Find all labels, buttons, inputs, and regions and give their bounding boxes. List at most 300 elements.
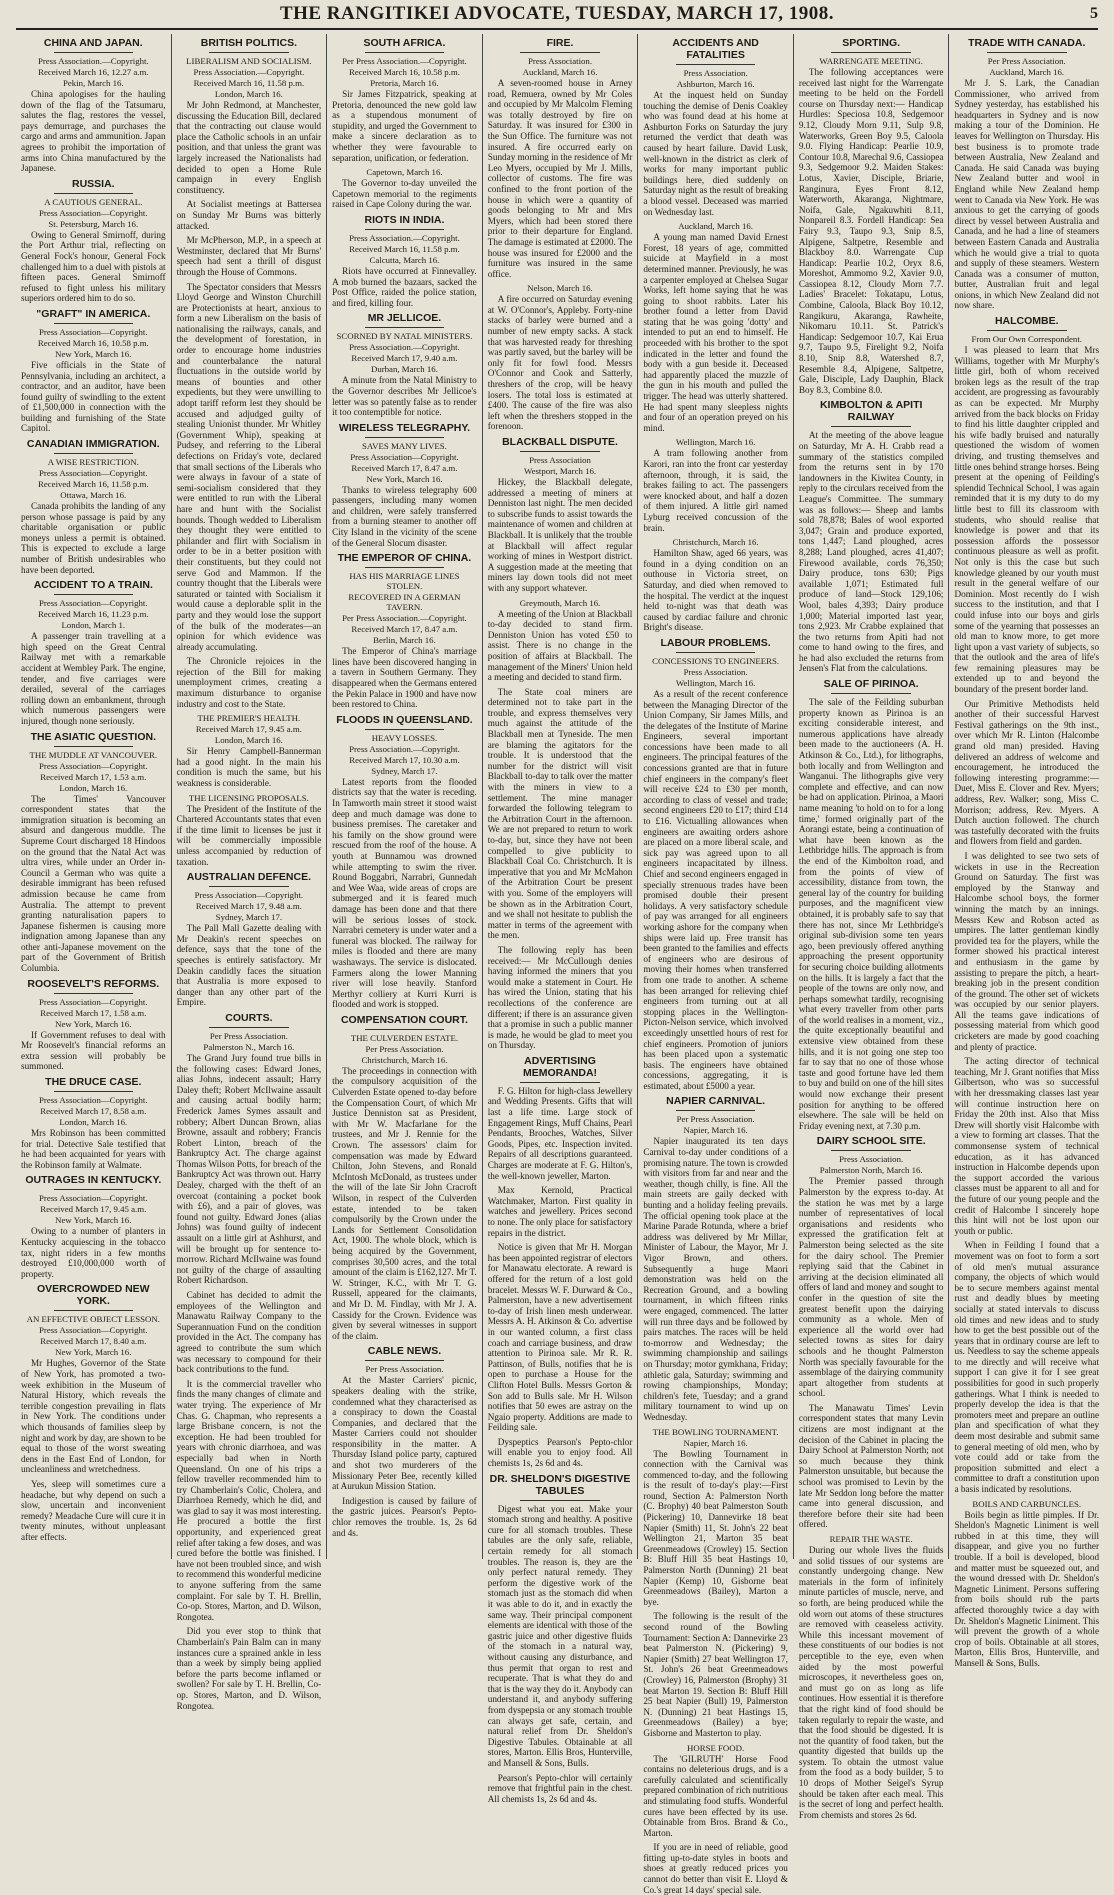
article-headline: RIOTS IN INDIA. bbox=[364, 213, 445, 226]
article-headline: OVERCROWDED NEW YORK. bbox=[36, 1283, 150, 1308]
article-body: Mr Hughes, Governor of the State of New York, has promoted a two-week exhibition in the Museum of Natural History, which reveals the terrible congestion prevailing in flats in New York. The conditions under which thousands of families sleep by night and work by day, are shown to be equal to those of the worst sweating dens in the East End of London, for uncleanliness and wretchedness. bbox=[21, 1358, 166, 1475]
article-dateline: Wellington, March 16. bbox=[675, 437, 756, 448]
article-dateline: LIBERALISM AND SOCIALISM. bbox=[186, 56, 312, 66]
article bbox=[488, 436, 633, 594]
article-dateline: London, March 1. bbox=[61, 620, 126, 631]
article bbox=[177, 1290, 322, 1375]
article bbox=[799, 1403, 944, 1530]
article-dateline: Press Association—Copyright. bbox=[39, 1095, 148, 1106]
article bbox=[332, 552, 477, 710]
article-body: The State coal miners are determined not to take part in the trouble, and express themselves very much against the attitude of the Blackball men at Tyneside. The men are blaming the agitators for the trouble. It is understood that the number for the district will visit Blackball to-day to talk over the matter with the miners in view to a settlement. The mine manager forwarded the following telegram to the Arbitration Court in the afternoon. We are not prepared to return to work to-day, but, since they have not been compelled to give publicity to Blackball Coal Co. Christchurch. It is imperative that you and Mr McMahon of the Arbitration Court be present with you. Some of the employers will be shown as in the Arbitration Court, and we shall not hesitate to publish the matter in terms of the agreement with the men. bbox=[487, 686, 633, 941]
headline-rule bbox=[54, 1310, 134, 1311]
article-body: The following acceptances were received last night for the Warrengate meeting to be held on the Fordell course on Thursday next:— Handicap Hurdles: Speciosa 10.8, Sedgemoor 9.12, Cloudy Morn 9.11, Sulp 9.8, Waterworks, Green Boy 9.5, Caloola 9.0. Flying Handicap: Pearlie 10.9, Contour 10.8, Marechal 9.6, Cassiopea 9.3, Sedgemoor 9.2. Maiden Stakes: Lotus, Xavier, Disciple, Briarie, Ranginura, Eyes Front 8.12, Waterworth, Akaranga, Nightmare, Noifa, Gale, Ngakuwhiti 8.11, Nonpareil 8.3. Fordell Handicap: Sea Fairy 9.3, Taupo 9.3, Snip 8.5, Alpigene, Saltpetre, Resemble and Blackboy 8.0. Warrengate Cup Handicap: Pearlie 10.2, Oryx 8.6, Moreshot, Ammomo 9.2, Xavier 9.0, Cassiopea 8.12, Cloudy Morn 7.7. Ladies' Bracelet: Tokatapu, Lotus, Combine, Caloola, Black Boy 10.12, Rangikuru, Akaranga, Rawheite, Nikomaru 10.11. St. Patrick's Handicap: Sedgemoor 10.7, Kai Erua 9.7, Taupo 9.5, Firelight 9.2, Noifa 8.10, Snip 8.8, Watershed 8.7, Resemble 8.4, Alpigene, Saltpetre, Gale, Disciple, Lady Dauphin, Black Boy 8.3, Combine 8.0. bbox=[798, 67, 944, 395]
article-body: Five officials in the State of Pennsylvania, including an architect, a contractor, and an auditor, have been found guilty of swindling to the extent of £1,500,000 in connection with the building and furnishing of the State Capitol. bbox=[21, 359, 166, 434]
article-dateline: Press Association—Copyright. bbox=[194, 890, 304, 901]
article-dateline: New York, March 16. bbox=[55, 1018, 132, 1029]
article-dateline: Wellington, March 16. bbox=[675, 677, 756, 688]
article bbox=[643, 437, 788, 533]
column-4 bbox=[483, 34, 639, 1804]
headline-rule bbox=[520, 1500, 600, 1501]
headline-rule bbox=[365, 729, 445, 730]
article-dateline: THE LICENSING PROPOSALS. bbox=[188, 792, 309, 803]
headline-rule bbox=[520, 1082, 600, 1083]
article-dateline: New York, March 16. bbox=[366, 473, 443, 484]
article-dateline: Per Press Association. bbox=[987, 56, 1066, 66]
article-dateline: Press Association.—Copyright. bbox=[349, 232, 460, 243]
article bbox=[799, 1135, 944, 1398]
article bbox=[332, 214, 477, 308]
article-headline: RUSSIA. bbox=[71, 177, 115, 190]
article-dateline: Received March 17, 10.30 a.m. bbox=[349, 754, 460, 765]
article bbox=[799, 37, 944, 395]
article-dateline: A CAUTIOUS GENERAL. bbox=[44, 196, 143, 207]
article-dateline: THE MUDDLE AT VANCOUVER. bbox=[29, 749, 158, 760]
article bbox=[643, 1743, 788, 1839]
article bbox=[799, 399, 944, 674]
headline-rule bbox=[209, 1027, 289, 1028]
headline-rule bbox=[520, 451, 600, 452]
article-dateline: Auckland, March 16. bbox=[678, 221, 753, 232]
columns-container bbox=[16, 34, 1104, 1895]
article bbox=[21, 1479, 166, 1543]
article-headline: CABLE NEWS. bbox=[367, 1345, 442, 1358]
article bbox=[177, 282, 322, 653]
article-body: Pearson's Pepto-chlor will certainly remove that frightful pain in the chest. All chemists 1s, 2s 6d and 4s. bbox=[487, 1772, 633, 1804]
article-headline: AUSTRALIAN DEFENCE. bbox=[186, 871, 311, 884]
article-body: Did you ever stop to think that Chamberlain's Pain Balm can in many instances cure a sprained ankle in less than a week by simply being applied before the parts become inflamed or swollen? For sale by T. H. Brellin, Co-op. Stores, Marton, and D. Wilson, Rongotea. bbox=[176, 1626, 322, 1711]
article bbox=[954, 315, 1099, 695]
article-headline: ACCIDENT TO A TRAIN. bbox=[33, 579, 153, 592]
article bbox=[177, 235, 322, 277]
article-dateline: Press Association—Copyright. bbox=[39, 326, 148, 337]
article-dateline: Received March 17, 8.40 a.m. bbox=[40, 1336, 147, 1347]
article-dateline: Christchurch, March 16. bbox=[361, 1054, 448, 1065]
article-dateline: Berlin, March 16. bbox=[373, 635, 436, 646]
article bbox=[488, 598, 633, 683]
article bbox=[177, 656, 322, 709]
headline-rule bbox=[54, 52, 134, 53]
article-dateline: Received March 16, 10.58 p.m. bbox=[348, 67, 460, 77]
article-dateline: Received March 16, 11.58 p.m. bbox=[37, 479, 149, 490]
headline-rule bbox=[54, 993, 134, 994]
article-dateline: Westport, March 16. bbox=[523, 466, 597, 476]
article bbox=[488, 1242, 633, 1433]
article-body: A seven-roomed house in Arney road, Remuera, owned by Mr Coles and occupied by Mr Malcolm Fleming was totally destroyed by fire on Saturday. It was insured for £300 in the Sun Office. The furniture was not insured. A fire occurred early on Sunday morning in the residence of Mr Leo Myers, occupied by Mr J. Mills, collector of customs. The fire was confined to the front portion of the house in which were a quantity of goods belonging to Mr and Mrs Myers, which had been stored there prior to their departure for England. The damage is estimated at £2000. The house was insured for £2000 and the furniture was insured in the same office. bbox=[487, 78, 633, 279]
article-body: A young man named David Ernest Forest, 18 years of age, committed suicide at Mayfield in a most determined manner. Previously, he was a carpenter employed at Chelsea Sugar Works, left home saying that he was going to shoot rabbits. Later his brother found a letter from David stating that he was going 'dotty' and intended to put an end to himself. He proceeded with his brother to the spot indicated in the letter and found the body with a gun beside it. Deceased had apparently placed the muzzle of the gun in his mouth and pulled the trigger. The head was utterly shattered. He had spent many sleepless nights and four of an operation preyed on his mind. bbox=[643, 232, 788, 433]
article-body: The Chronicle rejoices in the rejection of the Bill for making unemployment crimes, creating a maximum disturbance to organise industry and cost to the State. bbox=[176, 656, 322, 709]
article bbox=[954, 851, 1099, 1052]
article-dateline: Press Association—Copyright. bbox=[39, 1193, 148, 1204]
article-headline: LABOUR PROBLEMS. bbox=[660, 636, 771, 649]
article-headline: TRADE WITH CANADA. bbox=[968, 37, 1086, 49]
article-dateline: Received March 17, 8.47 a.m. bbox=[351, 462, 458, 473]
article-dateline: Greymouth, March 16. bbox=[519, 597, 601, 608]
article-dateline: Press Association. bbox=[839, 1154, 904, 1165]
headline-rule bbox=[831, 693, 911, 694]
article-headline: WIRELESS TELEGRAPHY. bbox=[338, 421, 471, 434]
article bbox=[643, 637, 788, 1092]
article-body: The following is the result of the second round of the Bowling Tournament: Section A: Dannevirke 23 beat Palmerston N. (Pickering) 9, Napier (Smith) 27 beat Wellington 17, St. John's 26 beat Greenmeadows (Crowley) 16, Palmerston (Brophy) 31 beat Marton 19. Section B: Bluff Hill 25 beat Napier (Bull) 19, Palmerston N. (Dunning) 21 beat Hastings 15, Greenmeadows (Bailey) a bye; Gisborne and Masterton to play. bbox=[643, 1611, 788, 1738]
article-body: If you are in need of reliable, good fitting up-to-date styles in boots and shoes at greatly reduced prices you cannot do better than visit E. Lloyd & Co.'s great 14 days' special sale. bbox=[643, 1842, 788, 1895]
headline-rule bbox=[54, 323, 134, 324]
article bbox=[332, 312, 477, 417]
article-body: Canada prohibits the landing of any person whose passage is paid by any charitable organisation or public moneys unless a permit is obtained. This is expected to exclude a large number of British undesirables who have been deported. bbox=[21, 501, 166, 575]
article-body: At the Master Carriers' picnic, speakers dealing with the strike, condemned what they characterised as a conspiracy to down the Coastal Companies, and declared that the Master Carriers could not shoulder responsibility in the matter. A Thursday Island police party, captured and shot two murderers of the Missionary Peter Bee, recently killed at Aurukun Mission Station. bbox=[332, 1375, 477, 1492]
article-dateline: Palmerston N., March 16. bbox=[203, 1041, 295, 1052]
article-body: When in Feilding I found that a movement was on foot to form a sort of old men's mutual assurance company, the objects of which would be to secure members against mental rust and deadly blues by meeting socially at stated intervals to discuss old times and new ideas and to study how to get the best possible out of the years that in ordinary course are left to us. Needless to say the scheme appeals to me directly and will receive what support I can give it for I see great possibilities for good in such properly gatherings. What I think is needed to properly develop the idea is that the promoters meet and prepare an outline plan and specification of what they deem most desirable and submit same to general meeting of old men, who by vote could add or take from the proposition submitted and elect a committee to draft a constitution upon a basis indicated by resolutions. bbox=[954, 1240, 1100, 1494]
article bbox=[643, 221, 788, 433]
article-body: Owing to General Smirnoff, during the Port Arthur trial, reflecting on General Fock's honour, General Fock challenged him to a duel with pistols at fifteen paces. General Smirnoff refused to fight unless his military superiors ordered him to do so. bbox=[21, 229, 166, 304]
article-body: As a result of the recent conference between the Managing Director of the Union Company, Sir James Mills, and the delegates of the Institute of Marine Engineers, several important concessions have been made to all engineers. The principal features of the concessions granted are that in future chief engineers in the company's fleet will receive £24 to £30 per month, according to class of vessel and trade; second engineers £20 to £17; third £14 to £16. Victualling allowances when engineers are awaiting orders ashore are placed on a more liberal scale, and sick pay was agreed upon to all engineers incapacitated by illness. Chief and second engineers engaged in specially strenuous trades have been promised double their present holidays. A very satisfactory schedule of pay was arranged for all engineers working ashore for the company when ships were laid up. Free transit has been granted to the families and effects of engineers who are desirous of moving their homes when transferred from one trade to another. A scheme has been arranged for relieving chief engineers from turning out at all stopping places in the Wellington-Picton-Nelson service, which involved exceedingly unsettled hours of rest for chief engineers. Promotion of juniors has been placed upon a systematic basis. The engineers have obtained concessions, aggregating, it is estimated, about £5000 a year. bbox=[643, 688, 788, 1091]
article-headline: OUTRAGES IN KENTUCKY. bbox=[25, 1174, 162, 1187]
article-dateline: London, March 16. bbox=[59, 782, 128, 793]
article-headline: KIMBOLTON & APITI RAILWAY bbox=[819, 399, 923, 424]
article bbox=[21, 579, 166, 726]
article-dateline: Napier, March 16. bbox=[683, 1437, 748, 1448]
article bbox=[21, 1174, 166, 1279]
article bbox=[488, 687, 633, 941]
article-dateline: Received March 17, 9.45 a.m. bbox=[195, 724, 302, 735]
article-body: A passenger train travelling at a high speed on the Great Central Railway met with a remarkable accident at Wembley Park. The engine, tender, and five carriages were derailed, several of the carriages rolling down an embankment, through which numerous passengers were injured, though none seriously. bbox=[21, 631, 166, 726]
article-body: Our Primitive Methodists held another of their successful Harvest Festival gatherings on the 9th inst., over which Mr R. Linton (Halcombe grand old man) presided. Having delivered an address of welcome and encouragement, he introduced the following interesting programme:— Duet, Miss E. Clover and Rev. Myers; address, Rev. Walker; song, Miss C. Morrison; address, Rev. Myers. A Dutch auction followed. The church was tastefully decorated with the fruits and flowers from field and garden. bbox=[954, 698, 1100, 847]
headline-rule bbox=[209, 886, 289, 887]
article-headline: THE DRUCE CASE. bbox=[45, 1076, 142, 1089]
article-body: During our whole lives the fluids and solid tissues of our systems are constantly undergoing change. New materials in the form of infinitely minute particles of muscle, nerve, and so forth, are being produced while the old worn out atoms of these structures are removed with ceaseless activity. While this incessant movement of these constituents of our bodies is not perceptible to the eye, even when aided by the most powerful microscopes, it nevertheless goes on, and must go on as long as life continues. How essential it is therefore that the right kind of food should be taken regularly to repair the waste, and that the food should be digested. It is not the quantity of food taken, but the quantity digested that builds up the system. To obtain the utmost value from the food as a body builder, 5 to 10 drops of Mother Seigel's Syrup should be taken after each meal. This is the secret of long and perfect health. From chemists and stores 2s 6d. bbox=[798, 1545, 944, 1820]
article bbox=[332, 167, 477, 210]
article-dateline: Auckland, March 16. bbox=[989, 67, 1065, 77]
article-dateline: THE BOWLING TOURNAMENT. bbox=[652, 1426, 779, 1437]
article-body: The Bowling Tournament in connection with the Carnival was commenced to-day, and the following is the result of to-day's play:—First round, Section A: Palmerston North (C. Brophy) 40 beat Palmerston South (Pickering) 10, Dannevirke 18 beat Napier (Smith) 11, St. John's 22 beat Wellington 21, Marton 35 beat Greenmeadows (Crowley) 15. Section B: Bluff Hill 35 beat Hastings 10, Palmerston North (Dunning) 21 beat Napier (Kemp) 10, Gisborne beat Greenmeadows (Bailey), Marton a bye. bbox=[643, 1448, 788, 1607]
article-dateline: Ashburton, March 16. bbox=[676, 79, 755, 89]
article-dateline: Per Press Association.—Copyright. bbox=[342, 56, 467, 66]
article-dateline: Received March 16, 11.23 p.m. bbox=[37, 609, 149, 620]
article-body: The Pall Mall Gazette dealing with Mr Deakin's recent speeches on defence, says that the tone of the speeches is entirely satisfactory. Mr Deakin candidly faces the situation that Australia is more exposed to danger than any other part of the Empire. bbox=[176, 923, 322, 1008]
article-headline: DR. SHELDON'S DIGESTIVE TABULES bbox=[489, 1472, 631, 1497]
article-dateline: Received March 16, 11.58 p.m. bbox=[349, 243, 460, 254]
article-dateline: SAVES MANY LIVES. bbox=[362, 440, 447, 451]
headline-rule bbox=[831, 1150, 911, 1151]
headline-rule bbox=[365, 437, 445, 438]
article bbox=[332, 422, 477, 549]
article-headline: THE ASIATIC QUESTION. bbox=[30, 730, 156, 743]
article-dateline: Per Press Association. bbox=[676, 1114, 755, 1125]
article-dateline: SCORNED BY NATAL MINISTERS. bbox=[336, 331, 473, 342]
article bbox=[332, 1014, 477, 1341]
article-dateline: Press Association—Copyright. bbox=[39, 1325, 148, 1336]
article-body: The following reply has been received:— Mr McCullough denies having informed the miners that you would make a statement in Court. He has wired the Union, stating that his recollections of the conference are different; if there is an assurance given that a promise in such a public manner is made, he would be glad to meet you on Thursday. bbox=[487, 944, 633, 1051]
article bbox=[954, 1056, 1099, 1236]
article-dateline: St. Petersburg, March 16. bbox=[48, 218, 139, 229]
headline-rule bbox=[676, 652, 756, 653]
article bbox=[954, 37, 1099, 311]
article-dateline: London, March 16. bbox=[214, 735, 283, 746]
article-body: The Grand Jury found true bills in the following cases: Edward Jones, alias Johns, indecent assault; Harry Daley theft; Robert McIlwaine assault and causing actual bodily harm; Frederick James Symes assault and robbery; Albert Duncan Brown, alias Browne, assault and robbery; Francis Robert Linton, breach of the Bankruptcy Act. The charge against Thomas Wilson Potts, for breach of the Bankruptcy Act was thrown out. Harry Dealey, charged with the theft of an overcoat (containing a pocket book with £6), and a pair of gloves, was found not guilty. Edward Jones (alias Johns) was found guilty of indecent assault on a little girl at Ashhurst, and will be brought up for sentence to-morrow. Richard McIlwaine was found not guilty of the charge of assaulting Robert Richardson. bbox=[176, 1052, 322, 1286]
article-body: It is the commercial traveller who finds the many changes of climate and water trying. The experience of Mr Chas. G. Chapman, who represents a large Brisbane concern, is not the exception. He had been troubled for years with chronic diarrhoea, and was especially bad when in North Queensland. On one of his trips a fellow traveller recommended him to try Chamberlain's Colic, Cholera, and Diarrhoea Remedy, which he did, and was glad to say it was most interesting. He procured a bottle the first opportunity, and experienced great relief after taking a few doses, and was cured before the bottle was finished. I have not been troubled since, and wish to recommend this wonderful medicine to anyone suffering from the same complaint. For sale by T. H. Brellin, Co-op. Stores, Marton, and D. Wilson, Rongotea. bbox=[176, 1378, 322, 1622]
article-headline: BLACKBALL DISPUTE. bbox=[502, 436, 618, 448]
article bbox=[954, 699, 1099, 847]
headline-rule bbox=[676, 1110, 756, 1111]
article-body: The 'GILRUTH' Horse Food contains no deleterious drugs, and is a carefully calculated and scientifically prepared combination of rich nutritious and stimulating food stuffs. Wonderful cures have been effected by its use. Obtainable from Bros. Brand & Co., Marton. bbox=[643, 1753, 788, 1838]
article-dateline: Received March 17, 8.58 a.m. bbox=[40, 1106, 147, 1117]
article-body: The sale of the Feilding suburban property known as Pirinoa is an exciting considerable interest, and numerous applications have already been made to the auctioneers (A. H. Atkinson & Co., Ltd.), for lithographs, both locally and from Wellington and Wanganui. The lithographs give very complete and effective, and can now be had on application. Pirinoa, a Maori name meaning 'to hold on to for a long time,' formed originally part of the Aorangi estate, being a continuation of what have been known as the Lethbridge hills. The approach is from the end of the Kimbolton road, and from the points of view of accessibility, distance from town, the general lay of the country for building purposes, and the magnificent view obtained, it is probably safe to say that there has not, since Mr Lethbridge's original sub-division some ten years ago, been previously offered anything approaching the present opportunity for securing choice building allotments on the hills. It is largely a fact that the people of the towns are only now, and perhaps somewhat tardily, recognising what every traveller from other parts of the world realises in a moment, viz., the quite exceptionally beautiful and extensive view obtained from these hills, and it is not going one step too far to say that no one of those whose taste and good fortune have led them to buy and build on one of the hill sites would now exchange their present position for anything to be offered elsewhere. The sale will be held on Friday evening next, at 7.30 p.m. bbox=[798, 697, 944, 1131]
article-dateline: Received March 17, 1.58 a.m. bbox=[40, 1007, 147, 1018]
article-dateline: London, March 16. bbox=[214, 89, 283, 99]
column-1 bbox=[16, 34, 172, 1559]
article-headline: SOUTH AFRICA. bbox=[363, 37, 446, 49]
article-dateline: Per Press Association. bbox=[365, 1364, 444, 1375]
article-dateline: Pretoria, March 16. bbox=[370, 78, 439, 88]
article bbox=[643, 1095, 788, 1422]
article-body: A meeting of the Union at Blackball to-day decided to stand firm. Denniston Union has voted £50 to assist. There is no change in the position of affairs at Blackball. The management of the Miners' Union held a meeting and decided to stand firm. bbox=[487, 608, 633, 683]
article bbox=[643, 1427, 788, 1608]
article bbox=[643, 1611, 788, 1738]
article bbox=[177, 199, 322, 231]
article bbox=[21, 978, 166, 1072]
article-body: The Manawatu Times' Levin correspondent states that many Levin citizens are most indignant at the decision of the Cabinet in placing the Dairy School at Palmerston North; not so much because they think Palmerston unsuitable, but because the school was promised to Levin by the late Mr Seddon long before the matter came into general discussion, and therefore before their site had been offered. bbox=[798, 1402, 944, 1530]
article-headline: SALE OF PIRINOA. bbox=[823, 678, 919, 691]
article-dateline: Press Association. bbox=[528, 56, 593, 66]
headline-rule bbox=[987, 330, 1067, 331]
article-body: Cabinet has decided to admit the employees of the Wellington and Manawatu Railway Company to the Superannuation Fund on the condition provided in the Act. The company has agreed to contribute the sum which was necessary to compound for their back contributions to the fund. bbox=[176, 1290, 322, 1375]
article-body: Max Kernold, Practical Watchmaker, Marton. First quality in watches and jewellery. Prices second to none. The only place for satisfactory repairs in the district. bbox=[487, 1185, 633, 1238]
article-body: Notice is given that Mr H. Morgan has been appointed registrar of electors for Manawatu electorate. A reward is offered for the return of a lost gold bracelet. Messrs W. F. Durward & Co., Palmerston, have a new advertisement to-day of Irish linen mesh underwear. Messrs A. H. Atkinson & Co. advertise in our wanted column, a first class coach and carriage business, and draw attention to Pirinoa sale. Mr R. R. Pattinson, of Bulls, notifies that he is open to purchase a House for the Clifton Hotel Bulls. Messrs Gorton & Son add to Bulls sale. Mr H. Wilson notifies that 50 ewes are astray on the Ngaio property. Additions are made to Feilding sale. bbox=[487, 1242, 633, 1433]
page-number: 5 bbox=[1090, 5, 1098, 22]
headline-rule bbox=[54, 453, 134, 454]
column-6 bbox=[794, 34, 950, 1820]
article bbox=[21, 438, 166, 575]
article-body: Mr John Redmond, at Manchester, discussing the Education Bill, declared that the contracting out clause would place the Catholic schools in an unfair position, and that unless the grant was largely increased the Nationalists had decided to open a Home Rule campaign in every English constituency. bbox=[176, 100, 322, 195]
article-dateline: Napier, March 16. bbox=[683, 1125, 748, 1136]
article-dateline: From Our Own Correspondent. bbox=[971, 334, 1082, 345]
article-dateline: Capetown, March 16. bbox=[366, 167, 443, 178]
article-dateline: Auckland, March 16. bbox=[522, 67, 598, 77]
article-dateline: London, March 16. bbox=[59, 1117, 128, 1128]
article-body: Riots have occurred at Finnevalley. A mob burned the bazaars, sacked the Post Office, raided the police station, and fired, killing four. bbox=[332, 265, 477, 308]
article bbox=[177, 37, 322, 195]
article bbox=[643, 537, 788, 633]
article bbox=[177, 793, 322, 868]
column-7 bbox=[949, 34, 1104, 1668]
article-dateline: Christchurch, March 16. bbox=[672, 537, 759, 548]
article-body: The President of the Institute of the Chartered Accountants states that even if the time limit to licenses be just it will be commercially impossible unless accompanied by reduction of taxation. bbox=[176, 803, 322, 867]
column-3 bbox=[327, 34, 483, 1559]
article-body: The Emperor of China's marriage lines have been discovered hanging in a tavern in Southern Germany. They disappeared when the Germans entered the Pekin Palace in 1900 and have now been restored to China. bbox=[332, 646, 477, 710]
headline-rule bbox=[54, 193, 134, 194]
article bbox=[177, 1012, 322, 1286]
article-dateline: HEAVY LOSSES. bbox=[371, 732, 438, 743]
article-dateline: HAS HIS MARRIAGE LINES STOLEN. bbox=[349, 571, 460, 592]
article-body: Dyspeptics Pearson's Pepto-chlor will enable you to enjoy food. All chemists 1s, 2s 6d and 4s. bbox=[487, 1436, 633, 1469]
headline-rule bbox=[987, 52, 1067, 53]
headline-rule bbox=[831, 52, 911, 53]
article bbox=[177, 1626, 322, 1711]
article-dateline: Press Association.—Copyright. bbox=[193, 67, 305, 77]
article bbox=[177, 713, 322, 788]
article-headline: DAIRY SCHOOL SITE. bbox=[816, 1135, 926, 1148]
article bbox=[332, 1345, 477, 1492]
article-dateline: Per Press Association. bbox=[365, 1043, 444, 1054]
article-headline: ROOSEVELT'S REFORMS. bbox=[27, 977, 160, 990]
article-dateline: New York, March 16. bbox=[55, 1347, 132, 1358]
article-headline: HALCOMBE. bbox=[994, 315, 1059, 328]
article-dateline: Durban, March 16. bbox=[370, 364, 438, 375]
article-dateline: Press Association—Copyright. bbox=[39, 996, 148, 1007]
article-headline: THE EMPEROR OF CHINA. bbox=[337, 552, 472, 565]
headline-rule bbox=[54, 746, 134, 747]
article-body: The Governor to-day unveiled the Capetown memorial to the regiments raised in Cape Colony during the war. bbox=[332, 178, 477, 210]
article-dateline: Press Association. bbox=[683, 68, 748, 78]
article-body: A tram following another from Karori, ran into the front car yesterday afternoon, through, it is said, the brakes failing to act. The passengers were knocked about, and half a dozen of them injured. A little girl named Lyburg received concussion of the brain. bbox=[643, 448, 788, 533]
article-body: The Spectator considers that Messrs Lloyd George and Winston Churchill are Protectionists at heart, anxious to form a new Liberalism on the basis of nationalising the railways, canals, and the development of forestation, in order to encourage home industries and counterbalance the natural fluctuations in the outside world by means of bounties and other expedients, but they were unwilling to adopt tariff reform lest they should be accused and adjudged guilty of stealing Unionist thunder. Mr Whitley (Government Whip), speaking at Pudsey, and referring to the Liberal defections on Friday's vote, declared that small sections of the Liberals who were always in favour of a state of semi-socialism considered that they were entitled to run with the Liberal hare and hunt with the Socialist hounds. Though wedded to Liberalism they thought they were entitled to philander and flirt with Socialism in order to be in a better position with their constituents, but they could not serve God and Mammon. If the country thought that the Liberals were saturated or tainted with Socialism it would cause a deplorable split in the party and they would lose the support of the bulk of the moderates—an opinion for which evidence was already accumulating. bbox=[176, 281, 322, 652]
article-dateline: REPAIR THE WASTE. bbox=[829, 1534, 913, 1544]
article-body: The proceedings in connection with the compulsory acquisition of the Culverden Estate opened to-day before the Compensation Court, of which Mr Justice Denniston sat as President, with Mr W. Macfarlane for the trustees, and Mr J. Rennie for the Crown. The assessors' claim for compensation was made by Edward Chilton, John Stevens, and Ronald McIntosh McDonald, as trustees under the will of the late Sir John Cracroft Wilson, in respect of the Culverden estate, intended to be taken compulsorily by the Crown under the Lands for Settlement Consolidation Act, 1900. The whole block, which is being acquired by the Government, comprises 30,500 acres, and the total amount of the claim is £162,127. Mr T. W. Stringer, K.C., with Mr T. G. Russell, appeared for the claimants, and Mr D. M. Findlay, with Mr J. A. Cassidy for the Crown. Evidence was given by several witnesses in support of the claim. bbox=[332, 1065, 477, 1341]
article-dateline: Press Association—Copyright. bbox=[39, 598, 148, 609]
headline-rule bbox=[365, 52, 445, 53]
article-dateline: CONCESSIONS TO ENGINEERS. bbox=[652, 655, 780, 666]
article bbox=[488, 945, 633, 1051]
headline-rule bbox=[520, 52, 600, 53]
article-headline: CHINA AND JAPAN. bbox=[43, 37, 143, 49]
article-body: If Government refuses to deal with Mr Roosevelt's financial reforms an extra session will probably be summoned. bbox=[21, 1029, 166, 1072]
article-headline: FLOODS IN QUEENSLAND. bbox=[336, 713, 473, 726]
headline-rule bbox=[54, 1091, 134, 1092]
article-dateline: Nelson, March 16. bbox=[527, 283, 593, 294]
headline-rule bbox=[365, 1360, 445, 1361]
article-dateline: Received March 17, 9.40 a.m. bbox=[351, 353, 458, 364]
article-dateline: Press Association—Copyright. bbox=[39, 207, 148, 218]
article-body: At the meeting of the above league on Saturday, Mr A. H. Crabb read a summary of the statistics compiled from the returns sent in by 170 landowners in the Kiwitea County, in reply to the circulars received from the League's Committee. The summary was as follows:— Sheep and lambs sold 78,878; Bales of wool exported 3,047; Grain and produce exported, tons 1,447; Land ploughed, acres 8,288; Land ploughed, acres 41,407; Firewood available, cords 76,350; Dairy produce, tons 630; Pigs available 1,071; Estimated full produce of land—Stock 129,106; Wool, bales 4,393; Dairy produce 1,000; Material imported last year, tons 2,923. Mr Crabbe explained that the two returns from Apiti had not come to hand owing to the fires, and he had also excluded the returns from Jensen's Flat from the calculations. bbox=[798, 430, 944, 674]
article-body: Yes, sleep will sometimes cure a headache, but why depend on such a slow, uncertain and inconvenient remedy? Meadache Cure will cure it in twenty minutes, without unpleasant after effects. bbox=[21, 1478, 166, 1542]
article-headline: ADVERTISING MEMORANDA! bbox=[522, 1054, 598, 1079]
article-dateline: Press Association—Copyright. bbox=[350, 451, 459, 462]
article-body: Hamilton Shaw, aged 66 years, was found in a dying condition on an outhouse in Victoria street, on Saturday, and died when removed to the hospital. The verdict at the inquest held to-night was that death was caused by cardiac failure and chronic Bright's disease. bbox=[643, 548, 788, 633]
article-body: Latest reports from the flooded districts say that the water is receding. In Tamworth main street it stood waist deep and much damage was done to business premises. The caretaker and his family on the show ground were rescued from the roof of the house. A youth at Bunnamou was drowned while attempting to swim the river. Round Boggabri, Narrabri, Gunnedah and Wee Waa, wide areas of crops are submerged and it is feared much damage has been done and that there will be serious losses of stock. Narrabri cemetery is under water and a funeral was blocked. The railway for miles is flooded and there are many washaways. The service is dislocated. Farmers along the lower Manning river will lose heavily. Stanford Merthyr colliery at Kurri Kurri is flooded and work is stopped. bbox=[332, 776, 477, 1010]
masthead bbox=[16, 0, 1098, 30]
article bbox=[488, 1437, 633, 1469]
headline-rule bbox=[365, 567, 445, 568]
article bbox=[332, 714, 477, 1010]
article-dateline: Press Association bbox=[529, 455, 591, 465]
article-dateline: Sydney, March 17. bbox=[371, 765, 438, 776]
article-body: Sir James Fitzpatrick, speaking at Pretoria, denounced the new gold law as a stupendous monument of stupidity, and urged the Government to make a sincere declaration as to whether they were favourable to separation, unification, or federation. bbox=[332, 89, 477, 163]
article bbox=[954, 1240, 1099, 1494]
article-headline: COMPENSATION COURT. bbox=[340, 1013, 468, 1026]
article-dateline: Received March 16, 11.58 p.m. bbox=[193, 78, 305, 88]
article-dateline: Received March 17, 9.45 a.m. bbox=[40, 1204, 147, 1215]
article bbox=[21, 37, 166, 174]
article-dateline: RECOVERED IN A GERMAN TAVERN. bbox=[348, 592, 461, 613]
article-dateline: Palmerston North, March 16. bbox=[819, 1165, 923, 1176]
article-headline: "GRAFT" IN AMERICA. bbox=[36, 307, 151, 320]
article-body: A minute from the Natal Ministry to the Governor describes Mr Jellicoe's letter was so patently false as to render it too contemptible for notice. bbox=[332, 375, 477, 418]
column-2 bbox=[172, 34, 328, 1711]
article-body: Owing to a number of planters in Kentucky acquiescing in the tobacco tax, night riders in a few months destroyed £10,000,000 worth of property. bbox=[21, 1226, 166, 1279]
article-dateline: Press Association.—Copyright. bbox=[349, 342, 460, 353]
article bbox=[21, 1283, 166, 1475]
article-dateline: A WISE RESTRICTION. bbox=[47, 457, 139, 468]
article-body: F. G. Hilton for high-class Jewellery and Wedding Presents. Gifts that will last a life time. Large stock of Engagement Rings, Muff Chains, Pearl Pendants, Brooches, Watches, Silver Goods, Pipes, etc. Inspection invited. Repairs of all descriptions guaranteed. Charges are moderate at F. G. Hilton's, the well-known jeweller, Marton. bbox=[487, 1085, 633, 1181]
article-dateline: Received March 17, 1.53 a.m. bbox=[40, 771, 147, 782]
article-headline: MR JELLICOE. bbox=[367, 312, 442, 325]
article bbox=[799, 678, 944, 1131]
article bbox=[21, 731, 166, 974]
article bbox=[488, 1473, 633, 1769]
article bbox=[799, 1534, 944, 1820]
article-body: The acting director of technical teaching, Mr J. Grant notifies that Miss Gilbertson, who was so successful with her dressmaking classes last year will continue instruction here on Friday the 20th inst. Also that Miss Drew will shortly visit Halcombe with a view to forming art classes. That the commonsense system of technical education, as it has advanced instruction in Halcombe depends upon the support accorded the various classes must be apparent to all and for the future of our young people and the credit of Halcombe I sincerely hope this hint will not be lost upon our youth or public. bbox=[954, 1056, 1100, 1236]
headline-rule bbox=[54, 594, 134, 595]
article-dateline: Press Association.—Copyright. bbox=[349, 743, 460, 754]
article-headline: SPORTING. bbox=[842, 37, 901, 49]
article-body: Mr McPherson, M.P., in a speech at Westminster, declared that Mr Burns' speech had sent a thrill of disgust through the House of Commons. bbox=[176, 235, 322, 277]
article-body: I was pleased to learn that Mrs Williams, together with Mr Murphy's little girl, both of whom received broken legs as the result of the trap accident, are progressing as favourably as can be expected. Mr Murphy arrived from the back blocks on Friday to find his little daughter crippled and his wife badly bruised and naturally questioned the wisdom of women driving, and trusting themselves and little ones behind strange horses. Being present at the opening of Feilding's splendid Technical School, I was again reminded that it is my duty to do my little best to fill its classroom with students, who should realise that knowledge is power and that its possession affords the possessor continuous pleasure as well as profit. Not only is this the case but such knowledge gleaned by our youth must result in the general welfare of our Dominion. Most recently do I wish success to the institution, and that I could infuse into our boys and girls some of the yearning that possesses an old man to know more, to get more light upon a vast variety of subjects, so that the outlook and the area of life's few remaining pleasures may be extended up to and beyond the boundary of the present border land. bbox=[954, 345, 1100, 695]
article-headline: NAPIER CARNIVAL. bbox=[666, 1095, 766, 1108]
article bbox=[488, 283, 633, 432]
headline-rule bbox=[365, 229, 445, 230]
article bbox=[177, 871, 322, 1008]
article-dateline: Press Association—Copyright. bbox=[39, 468, 148, 479]
article-dateline: Per Press Association.—Copyright. bbox=[342, 613, 467, 624]
article bbox=[177, 1379, 322, 1623]
column-5 bbox=[638, 34, 794, 1895]
article-dateline: WARRENGATE MEETING. bbox=[819, 56, 923, 66]
article-dateline: THE CULVERDEN ESTATE. bbox=[350, 1032, 459, 1043]
article bbox=[488, 37, 633, 279]
article bbox=[332, 1496, 477, 1538]
article bbox=[488, 1773, 633, 1805]
headline-rule bbox=[54, 1189, 134, 1190]
article-headline: COURTS. bbox=[225, 1011, 273, 1024]
article-dateline: Per Press Association. bbox=[209, 1030, 288, 1041]
article-dateline: Press Association. bbox=[683, 666, 748, 677]
article-headline: ACCIDENTS AND FATALITIES bbox=[672, 37, 759, 61]
article-body: The Times' Vancouver correspondent states that the immigration situation is becoming an absurd and dangerous muddle. The Supreme Court discharged 18 Hindoos on the ground that the Natal Act was ultra vires, while under an Order in-Council a German who was quite a desirable immigrant has been refused admission because he came from Australia. The attempt to prevent granting naturalisation papers to Japanese fishermen is causing more indignation among Japanese than any other anti-Japanese movement on the part of the Government of British Columbia. bbox=[21, 793, 166, 974]
article-dateline: Sydney, March 17. bbox=[215, 912, 283, 923]
article-dateline: THE PREMIER'S HEALTH. bbox=[197, 713, 301, 724]
article-dateline: New York, March 16. bbox=[55, 1215, 132, 1226]
article-dateline: Press Association.—Copyright. bbox=[37, 56, 149, 66]
article bbox=[643, 37, 788, 217]
article-body: Digest what you eat. Make your stomach strong and healthy. A positive cure for all stomach troubles. These tabules are the only safe, reliable, certain remedy for all stomach troubles. The reason is, they are the only perfect natural remedy. They perform the digestive work of the stomach just as the stomach did when it was able to do it, and in exactly the same way. Their principal component elements are identical with those of the gastric juice and other digestive fluids of the stomach in a natural way, without causing any disturbance, and thus permit that organ to rest and recuperate. That is what they do and that is the way they do it. Anybody can understand it, and anybody suffering from dyspepsia or any stomach trouble can always get safe, certain, and natural relief from Dr. Sheldon's Digestive Tabules. Obtainable at all stores, Marton. Ellis Bros, Hunterville, and Mansell & Sons, Bulls. bbox=[487, 1503, 633, 1768]
article bbox=[488, 1185, 633, 1238]
article-headline: CANADIAN IMMIGRATION. bbox=[26, 438, 160, 451]
article bbox=[954, 1499, 1099, 1669]
article bbox=[21, 1076, 166, 1170]
article bbox=[21, 308, 166, 434]
article-body: Indigestion is caused by failure of the gastric juices. Pearson's Pepto-chlor removes the trouble. 1s, 2s 6d and 4s. bbox=[332, 1495, 477, 1538]
article-dateline: AN EFFECTIVE OBJECT LESSON. bbox=[26, 1314, 160, 1325]
article-body: A fire occurred on Saturday evening at W. O'Connor's, Appleby. Forty-nine stacks of barley were burned and a number of new empty sacks. A stack that was harvested ready for threshing was partly saved, but the barley will be only fit for fowl food. Messrs O'Connor and Cook and Satterly, threshers of the crop, will be heavy losers. The total loss is estimated at £400. The cause of the fire was also left when the threshers stopped in the forenoon. bbox=[487, 294, 633, 432]
article-dateline: HORSE FOOD. bbox=[687, 1742, 745, 1753]
article-body: Thanks to wireless telegraphy 600 passengers, including many women and children, were safely transferred from a burning steamer to another off City Island in the vicinity of the scene of the General Slocum disaster. bbox=[332, 484, 477, 548]
headline-rule bbox=[209, 52, 289, 53]
article-body: At Socialist meetings at Battersea on Sunday Mr Burns was bitterly attacked. bbox=[176, 199, 322, 231]
newspaper-title: THE RANGITIKEI ADVOCATE, TUESDAY, MARCH 17, 1908. bbox=[279, 3, 835, 24]
article-body: China apologises for the hauling down of the flag of the Tatsumaru, salutes the flag, restores the vessel, pays demurrage, and purchases the cargo and arms and ammunition. Japan agrees to prohibit the importation of arms into China manufactured by the Japanese. bbox=[21, 89, 166, 174]
article bbox=[21, 178, 166, 304]
headline-rule bbox=[676, 64, 756, 65]
article-dateline: BOILS AND CARBUNCLES. bbox=[972, 1498, 1082, 1509]
article-body: Sir Henry Campbell-Bannerman had a good night. In the main his condition is much the same, but his weakness is considerable. bbox=[176, 746, 322, 789]
article bbox=[488, 1055, 633, 1181]
article-headline: FIRE. bbox=[546, 37, 574, 49]
article-dateline: Received March 16, 12.27 a.m. bbox=[38, 67, 149, 77]
article-dateline: Received March 17, 9.48 a.m. bbox=[195, 901, 302, 912]
article-body: Hickey, the Blackball delegate, addressed a meeting of miners at Denniston last night. The men decided to subscribe funds to assist towards the maintenance of women and children at Blackball. It is unlikely that the trouble at Blackball will affect regular working of mines in Westport district. A suggestion made at the meeting that miners lay down tools did not meet with any support whatever. bbox=[487, 477, 633, 593]
article-body: Mr J. S. Lark, the Canadian Commissioner, who arrived from Sydney yesterday, has established his headquarters in Sydney and is now making a tour of the Dominion. He leaves for Wellington on Thursday. His best business is to promote trade between Australia, New Zealand and Canada. He said Canada was buying New Zealand butter and wool in England while New Zealand hemp went to Canada via New York. He was anxious to get the carrying of goods direct by vessel between Australia and Canada, and he had a line of steamers between Eastern Canada and Australia which he would give a trial to quota and supply of these steamers. Western Canada was a consumer of mutton, butter, Australian fruit and legal onions, in which New Zealand did not now share. bbox=[954, 78, 1100, 311]
headline-rule bbox=[365, 327, 445, 328]
article-dateline: Received March 16, 10.58 p.m. bbox=[37, 337, 149, 348]
article-body: Napier inaugurated its ten days Carnival to-day under conditions of a promising nature. The town is crowded with visitors from far and near and the weather, though chilly, is fine. All the main streets are gaily decked with bunting and a holiday feeling prevails. The official opening took place at the Marine Parade Rotunda, where a brief address was delivered by Mr Millar, Minister of Labour, the Mayor, Mr J. Vigor Brown, and others. Subsequently a huge Maori demonstration was held on the Recreation Ground, and a bowling tournament, in which fifteen rinks were engaged, commenced. The latter will run three days and be followed by pairs matches. The races will be held to-morrow and Wednesday; the swimming championship and sailings on Thursday; motor gymkhana, Friday; athletic gala, Saturday; swimming and rowing championships, Monday; children's fete, Tuesday; and a grand military tournament to wind up on Wednesday. bbox=[643, 1136, 788, 1422]
